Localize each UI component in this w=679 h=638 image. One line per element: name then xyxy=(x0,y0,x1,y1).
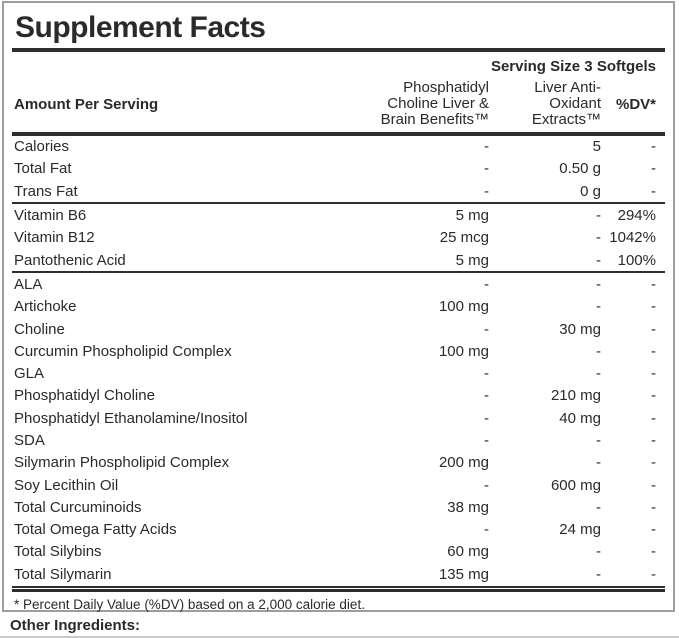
row-name: Total Omega Fatty Acids xyxy=(14,521,177,539)
nutrient-rows xyxy=(12,136,665,586)
row-value-dv: - xyxy=(651,160,656,178)
row-value-col1: - xyxy=(484,320,489,338)
row-value-col2: - xyxy=(596,565,601,583)
row-value-col2: - xyxy=(596,207,601,225)
table-row xyxy=(12,158,665,180)
row-value-col2: - xyxy=(596,454,601,472)
row-name: Total Curcuminoids xyxy=(14,498,142,516)
row-value-dv: - xyxy=(651,342,656,360)
table-row xyxy=(12,429,665,451)
row-value-col1: - xyxy=(484,476,489,494)
serving-size-text: Serving Size 3 Softgels xyxy=(490,58,656,75)
table-row xyxy=(12,249,665,271)
row-name: Total Fat xyxy=(14,160,72,178)
row-value-col2: - xyxy=(596,498,601,516)
row-value-dv: - xyxy=(651,409,656,427)
row-value-col2: 0 g xyxy=(580,182,601,200)
row-value-dv: - xyxy=(651,543,656,561)
header-col-phosphatidyl-choline: Phosphatidyl Choline Liver & Brain Benefits™ xyxy=(380,79,489,128)
row-value-col1: 100 mg xyxy=(438,298,489,316)
row-name: Phosphatidyl Ethanolamine/Inositol xyxy=(14,409,248,427)
table-row xyxy=(12,296,665,318)
table-row xyxy=(12,227,665,249)
row-value-dv: - xyxy=(651,182,656,200)
row-value-col2: 210 mg xyxy=(550,387,601,405)
row-value-col1: 38 mg xyxy=(447,498,489,516)
panel-title: Supplement Facts xyxy=(15,11,266,44)
row-value-dv: 1042% xyxy=(609,229,656,247)
row-value-dv: - xyxy=(651,365,656,383)
row-value-dv: - xyxy=(651,138,656,156)
table-row xyxy=(12,362,665,384)
row-value-col2: 600 mg xyxy=(550,476,601,494)
row-value-col1: - xyxy=(484,409,489,427)
row-value-dv: - xyxy=(651,275,656,293)
row-name: ALA xyxy=(14,275,43,293)
row-value-dv: 100% xyxy=(617,251,656,269)
row-value-dv: - xyxy=(651,387,656,405)
row-value-col1: 100 mg xyxy=(438,342,489,360)
table-row xyxy=(12,180,665,202)
row-name: Trans Fat xyxy=(14,182,78,200)
row-value-dv: - xyxy=(651,565,656,583)
title-divider xyxy=(12,48,665,52)
row-value-col1: 5 mg xyxy=(455,207,489,225)
row-value-dv: - xyxy=(651,521,656,539)
header-col-dv: %DV* xyxy=(615,95,656,113)
row-value-dv: - xyxy=(651,476,656,494)
table-row xyxy=(12,273,665,295)
table-row xyxy=(12,385,665,407)
row-value-dv: 294% xyxy=(617,207,656,225)
row-name: Curcumin Phospholipid Complex xyxy=(14,342,232,360)
row-name: Total Silymarin xyxy=(14,565,112,583)
row-value-col2: 0.50 g xyxy=(559,160,601,178)
row-value-col2: - xyxy=(596,365,601,383)
row-value-col1: 60 mg xyxy=(447,543,489,561)
table-row xyxy=(12,452,665,474)
row-value-dv: - xyxy=(651,498,656,516)
table-header-row xyxy=(12,80,665,128)
row-value-dv: - xyxy=(651,320,656,338)
row-value-col2: 30 mg xyxy=(559,320,601,338)
row-value-col2: 24 mg xyxy=(559,521,601,539)
row-value-col2: - xyxy=(596,251,601,269)
table-row xyxy=(12,204,665,226)
row-name: Pantothenic Acid xyxy=(14,251,126,269)
row-value-col1: - xyxy=(484,387,489,405)
row-value-dv: - xyxy=(651,454,656,472)
row-name: Silymarin Phospholipid Complex xyxy=(14,454,230,472)
table-row xyxy=(12,474,665,496)
table-row xyxy=(12,318,665,340)
row-value-col1: 5 mg xyxy=(455,251,489,269)
row-value-col1: 25 mcg xyxy=(439,229,489,247)
row-name: Total Silybins xyxy=(14,543,102,561)
table-row xyxy=(12,136,665,158)
row-name: Choline xyxy=(14,320,65,338)
row-value-col2: - xyxy=(596,543,601,561)
row-value-col1: - xyxy=(484,432,489,449)
row-value-col2: - xyxy=(596,275,601,293)
header-col-liver-antioxidant: Liver Anti- Oxidant Extracts™ xyxy=(531,79,601,128)
table-row xyxy=(12,519,665,541)
other-ingredients-heading: Other Ingredients: xyxy=(10,617,141,634)
row-name: GLA xyxy=(14,365,45,383)
table-row xyxy=(12,541,665,563)
row-value-col1: 200 mg xyxy=(438,454,489,472)
row-name: SDA xyxy=(14,432,45,449)
row-value-col2: 5 xyxy=(592,138,601,156)
supplement-facts-panel xyxy=(2,1,675,612)
row-name: Soy Lecithin Oil xyxy=(14,476,119,494)
table-row xyxy=(12,407,665,429)
row-value-col1: - xyxy=(484,521,489,539)
row-value-col2: - xyxy=(596,432,601,449)
table-row xyxy=(12,340,665,362)
row-value-col2: - xyxy=(596,342,601,360)
row-value-col1: 135 mg xyxy=(438,565,489,583)
table-row xyxy=(12,563,665,585)
row-value-col1: - xyxy=(484,160,489,178)
row-value-dv: - xyxy=(651,298,656,316)
row-value-dv: - xyxy=(651,432,656,449)
row-name: Vitamin B12 xyxy=(14,229,95,247)
row-name: Vitamin B6 xyxy=(14,207,87,225)
row-name: Artichoke xyxy=(14,298,77,316)
table-row xyxy=(12,496,665,518)
row-value-col2: - xyxy=(596,229,601,247)
row-name: Calories xyxy=(14,138,70,156)
row-value-col2: - xyxy=(596,298,601,316)
header-amount-per-serving: Amount Per Serving xyxy=(14,95,159,113)
row-value-col1: - xyxy=(484,138,489,156)
row-value-col1: - xyxy=(484,365,489,383)
row-value-col1: - xyxy=(484,182,489,200)
dv-footnote: * Percent Daily Value (%DV) based on a 2,000 calorie diet. xyxy=(14,596,365,612)
row-value-col2: 40 mg xyxy=(559,409,601,427)
row-value-col1: - xyxy=(484,275,489,293)
row-name: Phosphatidyl Choline xyxy=(14,387,155,405)
